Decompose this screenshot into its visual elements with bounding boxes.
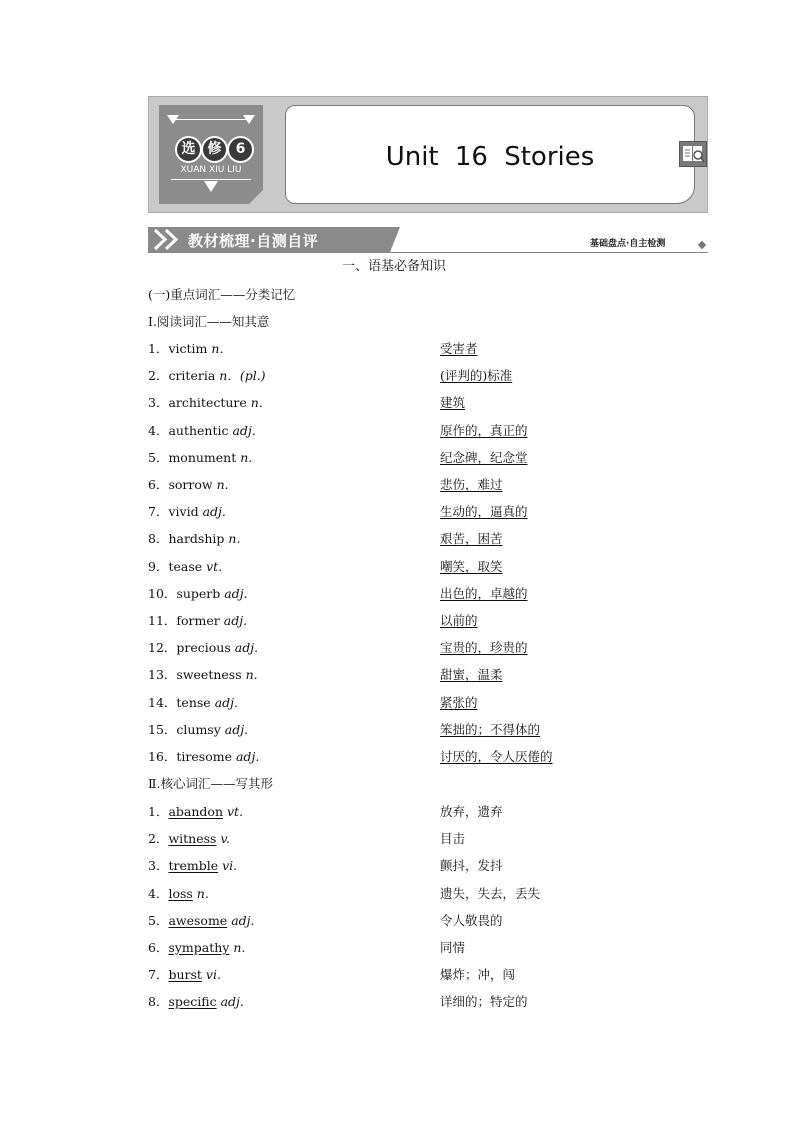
item-word-answer: loss <box>168 886 193 901</box>
item-number: 9． <box>148 559 169 574</box>
list-item-word <box>148 585 248 603</box>
item-number: 10． <box>148 586 177 601</box>
unit-title-card <box>285 105 695 204</box>
item-meaning-answer: 受害者 <box>440 341 478 356</box>
item-word: sweetness <box>176 667 242 682</box>
part-heading-vocab: (一)重点词汇——分类记忆 <box>148 287 296 302</box>
item-word-answer: tremble <box>168 858 219 873</box>
item-pos: n．(pl.) <box>219 368 266 383</box>
item-number: 5． <box>148 450 169 465</box>
item-word: hardship <box>168 531 225 546</box>
item-pos: adj. <box>224 586 248 601</box>
item-meaning-answer: 甜蜜，温柔 <box>440 667 503 682</box>
item-meaning: 令人敬畏的 <box>440 913 503 928</box>
double-chevron-icon <box>152 229 186 250</box>
badge-bottom-rule <box>171 179 251 180</box>
item-meaning-answer: 悲伤，难过 <box>440 477 503 492</box>
unit-title: Unit 16 Stories <box>385 142 595 172</box>
item-pos: v. <box>220 831 230 846</box>
item-number: 8． <box>148 531 169 546</box>
item-pos: adj. <box>235 749 260 764</box>
item-meaning-answer: 出色的，卓越的 <box>440 586 528 601</box>
item-meaning-answer: 艰苦，困苦 <box>440 531 503 546</box>
core-vocab-heading: Ⅱ.核心词汇——写其形 <box>148 776 273 791</box>
section-strip-cap <box>390 227 400 252</box>
item-pos: adj. <box>202 504 226 519</box>
item-pos: n. <box>228 531 241 546</box>
item-word: tease <box>168 559 203 574</box>
item-number: 14． <box>148 695 177 710</box>
item-meaning-answer: 紧张的 <box>440 695 478 710</box>
item-meaning: 遗失，失去，丢失 <box>440 886 541 901</box>
section-subtitle: 基础盘点·自主检测 <box>590 239 666 249</box>
list-item-word <box>148 639 258 657</box>
item-number: 6． <box>148 940 169 955</box>
item-meaning: 目击 <box>440 831 466 846</box>
item-word: architecture <box>168 395 247 410</box>
item-word: tense <box>176 695 211 710</box>
item-pos: adj. <box>220 994 244 1009</box>
item-word: monument <box>168 450 237 465</box>
item-number: 12． <box>148 640 177 655</box>
list-item-word <box>148 748 259 766</box>
list-item-word <box>148 912 255 930</box>
item-meaning-answer: 以前的 <box>440 613 478 628</box>
item-number: 3． <box>148 395 169 410</box>
item-number: 4． <box>148 423 169 438</box>
item-word-answer: witness <box>168 831 217 846</box>
list-item-word <box>148 340 232 358</box>
item-number: 1． <box>148 341 169 356</box>
badge-right-marker-icon <box>243 115 255 124</box>
item-pos: adj. <box>234 640 259 655</box>
item-meaning-answer: 笨拙的；不得体的 <box>440 722 541 737</box>
list-item-word <box>148 476 229 494</box>
item-number: 3． <box>148 858 169 873</box>
item-number: 11． <box>148 613 177 628</box>
item-number: 6． <box>148 477 169 492</box>
item-word: precious <box>176 640 231 655</box>
item-number: 5． <box>148 913 169 928</box>
badge-char-1: 选 <box>175 136 202 163</box>
item-pos: adj. <box>232 423 256 438</box>
item-meaning-answer: 生动的，逼真的 <box>440 504 528 519</box>
item-pos: n． <box>211 341 232 356</box>
item-pos: adj. <box>214 695 238 710</box>
item-word-answer: awesome <box>168 913 228 928</box>
item-meaning: 详细的；特定的 <box>440 994 528 1009</box>
item-meaning-answer: 嘲笑，取笑 <box>440 559 503 574</box>
item-pos: vi. <box>222 858 238 873</box>
list-item-word <box>148 449 252 467</box>
list-item-word <box>148 503 226 521</box>
item-word: tiresome <box>176 749 232 764</box>
item-word: vivid <box>168 504 199 519</box>
list-item-word <box>148 885 209 903</box>
item-word: criteria <box>168 368 216 383</box>
list-item-word <box>148 857 237 875</box>
item-word-answer: sympathy <box>168 940 230 955</box>
badge-left-marker-icon <box>167 115 179 124</box>
item-word-answer: specific <box>168 994 217 1009</box>
item-word: victim <box>168 341 208 356</box>
badge-top-rule <box>171 119 251 120</box>
item-meaning-answer: 建筑 <box>440 395 466 410</box>
item-number: 8． <box>148 994 169 1009</box>
list-item-word <box>148 939 245 957</box>
item-number: 15． <box>148 722 177 737</box>
knowledge-heading: 一、语基必备知识 <box>342 259 447 274</box>
badge-pinyin: XUAN XIU LIU <box>180 165 242 175</box>
list-item-word <box>148 394 263 412</box>
book-search-icon <box>679 141 707 167</box>
list-item-word <box>148 612 247 630</box>
item-pos: n. <box>245 667 258 682</box>
list-item-word <box>148 422 256 440</box>
badge-fold-corner <box>249 190 263 204</box>
list-item-word <box>148 666 258 684</box>
item-pos: adj. <box>223 613 248 628</box>
item-word-answer: burst <box>168 967 202 982</box>
item-pos: n. <box>250 395 263 410</box>
item-number: 1． <box>148 804 169 819</box>
list-item-word <box>148 694 238 712</box>
list-item-word <box>148 830 230 848</box>
badge-char-3: 6 <box>227 136 254 163</box>
diamond-icon <box>698 241 706 249</box>
item-pos: vt. <box>226 804 244 819</box>
item-meaning: 同情 <box>440 940 466 955</box>
unit-banner <box>148 96 708 213</box>
badge-char-2: 修 <box>201 136 228 163</box>
item-meaning-answer: (评判的)标准 <box>440 368 513 383</box>
item-pos: n. <box>233 940 246 955</box>
item-pos: adj. <box>231 913 255 928</box>
list-item-word <box>148 721 248 739</box>
elective-badge <box>159 105 263 204</box>
item-word: clumsy <box>176 722 221 737</box>
list-item-word <box>148 530 240 548</box>
item-number: 4． <box>148 886 169 901</box>
item-number: 13． <box>148 667 177 682</box>
item-pos: adj. <box>224 722 249 737</box>
item-number: 7． <box>148 504 169 519</box>
list-item-word <box>148 367 266 385</box>
list-item-word <box>148 558 222 576</box>
item-meaning-answer: 宝贵的，珍贵的 <box>440 640 528 655</box>
item-number: 16． <box>148 749 177 764</box>
item-number: 2． <box>148 831 169 846</box>
item-pos: vi. <box>205 967 221 982</box>
list-item-word <box>148 993 244 1011</box>
item-pos: vt. <box>206 559 223 574</box>
section-title: 教材梳理·自测自评 <box>188 232 319 250</box>
item-meaning-answer: 原作的，真正的 <box>440 423 528 438</box>
reading-vocab-heading: Ⅰ.阅读词汇——知其意 <box>148 314 270 329</box>
item-word: former <box>176 613 220 628</box>
item-pos: n. <box>240 450 253 465</box>
item-pos: n. <box>196 886 209 901</box>
list-item-word <box>148 966 221 984</box>
item-meaning-answer: 讨厌的，令人厌倦的 <box>440 749 553 764</box>
list-item-word <box>148 803 243 821</box>
item-word: sorrow <box>168 477 213 492</box>
badge-down-arrow-icon <box>204 181 218 192</box>
item-meaning: 放弃，遗弃 <box>440 804 503 819</box>
item-number: 7． <box>148 967 169 982</box>
item-meaning: 爆炸；冲，闯 <box>440 967 516 982</box>
item-word: authentic <box>168 423 229 438</box>
item-number: 2． <box>148 368 169 383</box>
section-rule <box>148 252 708 253</box>
item-word-answer: abandon <box>168 804 223 819</box>
item-meaning-answer: 纪念碑，纪念堂 <box>440 450 528 465</box>
item-pos: n. <box>216 477 229 492</box>
item-meaning: 颤抖，发抖 <box>440 858 503 873</box>
item-word: superb <box>176 586 221 601</box>
section-strip <box>148 227 390 252</box>
